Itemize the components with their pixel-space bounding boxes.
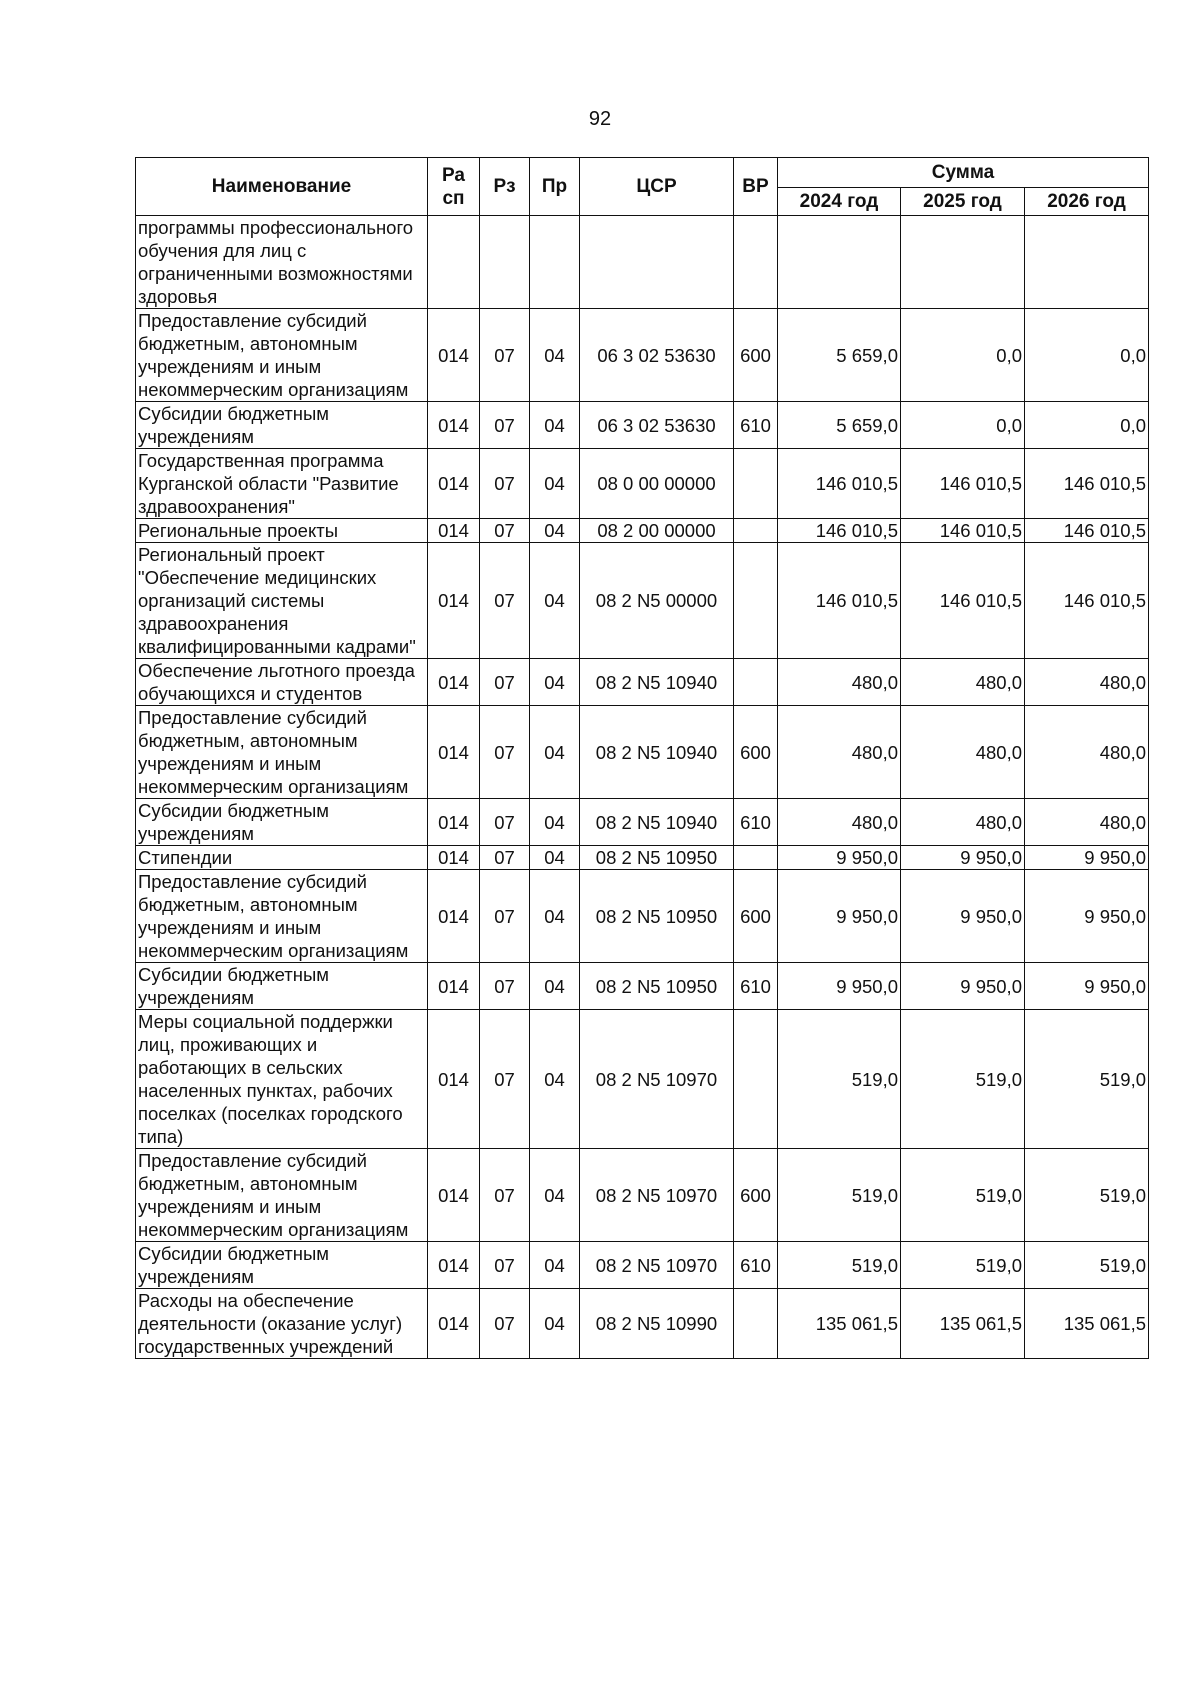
cell-name: Субсидии бюджетным учреждениям: [136, 963, 428, 1010]
cell-pr: 04: [530, 846, 580, 870]
cell-rz: 07: [480, 519, 530, 543]
cell-2024: 9 950,0: [778, 870, 901, 963]
cell-2025: 0,0: [901, 309, 1025, 402]
cell-vr: 600: [734, 870, 778, 963]
cell-csr: 06 3 02 53630: [580, 309, 734, 402]
cell-rz: 07: [480, 1010, 530, 1149]
cell-2026: 146 010,5: [1025, 543, 1149, 659]
cell-2026: 0,0: [1025, 309, 1149, 402]
cell-2026: 146 010,5: [1025, 519, 1149, 543]
cell-2026: 519,0: [1025, 1242, 1149, 1289]
header-name: Наименование: [136, 158, 428, 216]
cell-2025: 480,0: [901, 659, 1025, 706]
cell-rz: 07: [480, 870, 530, 963]
cell-2024: 5 659,0: [778, 309, 901, 402]
cell-name: Субсидии бюджетным учреждениям: [136, 799, 428, 846]
cell-2025: 135 061,5: [901, 1289, 1025, 1359]
table-row: [136, 799, 1149, 846]
cell-name: программы профессионального обучения для лиц с ограниченными возможностями здоровья: [136, 216, 428, 309]
cell-2024: 9 950,0: [778, 846, 901, 870]
table-row: [136, 449, 1149, 519]
cell-2026: 135 061,5: [1025, 1289, 1149, 1359]
header-year-2026: 2026 год: [1025, 188, 1149, 216]
cell-2025: 146 010,5: [901, 543, 1025, 659]
cell-name: Субсидии бюджетным учреждениям: [136, 402, 428, 449]
header-pr: Пр: [530, 158, 580, 216]
cell-name: Субсидии бюджетным учреждениям: [136, 1242, 428, 1289]
cell-rasp: 014: [428, 449, 480, 519]
cell-rz: 07: [480, 1289, 530, 1359]
cell-2026: 0,0: [1025, 402, 1149, 449]
cell-pr: 04: [530, 1289, 580, 1359]
cell-2026: 9 950,0: [1025, 870, 1149, 963]
cell-rz: 07: [480, 1149, 530, 1242]
cell-2024: 519,0: [778, 1010, 901, 1149]
cell-rasp: 014: [428, 1289, 480, 1359]
header-rz: Рз: [480, 158, 530, 216]
cell-2025: 519,0: [901, 1010, 1025, 1149]
cell-vr: [734, 659, 778, 706]
cell-vr: [734, 519, 778, 543]
cell-2024: 480,0: [778, 706, 901, 799]
cell-name: Расходы на обеспечение деятельности (оказание услуг) государственных учреждений: [136, 1289, 428, 1359]
cell-pr: 04: [530, 870, 580, 963]
cell-rasp: 014: [428, 799, 480, 846]
cell-csr: 08 2 N5 10950: [580, 846, 734, 870]
cell-rz: 07: [480, 449, 530, 519]
cell-pr: 04: [530, 963, 580, 1010]
cell-rz: 07: [480, 402, 530, 449]
cell-rz: 07: [480, 963, 530, 1010]
cell-2024: 146 010,5: [778, 543, 901, 659]
cell-rasp: 014: [428, 519, 480, 543]
cell-2024: 9 950,0: [778, 963, 901, 1010]
table-row: [136, 216, 1149, 309]
cell-name: Государственная программа Курганской области "Развитие здравоохранения": [136, 449, 428, 519]
cell-vr: 610: [734, 402, 778, 449]
cell-vr: 600: [734, 309, 778, 402]
cell-rz: 07: [480, 1242, 530, 1289]
table-row: [136, 706, 1149, 799]
table-row: [136, 309, 1149, 402]
table-row: [136, 963, 1149, 1010]
cell-pr: 04: [530, 543, 580, 659]
cell-2026: [1025, 216, 1149, 309]
table-row: [136, 1289, 1149, 1359]
table-row: [136, 402, 1149, 449]
cell-pr: 04: [530, 1010, 580, 1149]
table-body: [136, 216, 1149, 1359]
cell-2024: 146 010,5: [778, 449, 901, 519]
cell-rasp: 014: [428, 1242, 480, 1289]
cell-2026: 9 950,0: [1025, 963, 1149, 1010]
table-row: [136, 1149, 1149, 1242]
header-year-2025: 2025 год: [901, 188, 1025, 216]
cell-rasp: 014: [428, 1149, 480, 1242]
cell-name: Стипендии: [136, 846, 428, 870]
cell-name: Меры социальной поддержки лиц, проживающих и работающих в сельских населенных пунктах, рабочих поселках (поселках городского типа): [136, 1010, 428, 1149]
cell-rasp: 014: [428, 659, 480, 706]
cell-vr: [734, 1289, 778, 1359]
cell-2025: 480,0: [901, 706, 1025, 799]
cell-pr: 04: [530, 799, 580, 846]
cell-pr: 04: [530, 1242, 580, 1289]
cell-rasp: 014: [428, 1010, 480, 1149]
cell-rz: [480, 216, 530, 309]
cell-rz: 07: [480, 706, 530, 799]
cell-name: Предоставление субсидий бюджетным, автономным учреждениям и иным некоммерческим организациям: [136, 706, 428, 799]
cell-rz: 07: [480, 846, 530, 870]
table-row: [136, 543, 1149, 659]
cell-2024: 146 010,5: [778, 519, 901, 543]
cell-csr: 08 2 N5 10950: [580, 870, 734, 963]
cell-vr: 610: [734, 1242, 778, 1289]
cell-2024: 519,0: [778, 1149, 901, 1242]
cell-csr: [580, 216, 734, 309]
cell-rasp: 014: [428, 402, 480, 449]
table-row: [136, 519, 1149, 543]
cell-2024: 5 659,0: [778, 402, 901, 449]
cell-csr: 08 2 00 00000: [580, 519, 734, 543]
cell-csr: 08 2 N5 10950: [580, 963, 734, 1010]
cell-rasp: 014: [428, 543, 480, 659]
table-row: [136, 659, 1149, 706]
cell-vr: [734, 216, 778, 309]
header-rasp: Ра сп: [428, 158, 480, 216]
cell-rasp: 014: [428, 870, 480, 963]
cell-name: Обеспечение льготного проезда обучающихся и студентов: [136, 659, 428, 706]
cell-rz: 07: [480, 659, 530, 706]
cell-name: Предоставление субсидий бюджетным, автономным учреждениям и иным некоммерческим организациям: [136, 309, 428, 402]
cell-vr: 610: [734, 799, 778, 846]
table-row: [136, 870, 1149, 963]
cell-vr: [734, 846, 778, 870]
cell-pr: 04: [530, 706, 580, 799]
cell-2025: 519,0: [901, 1242, 1025, 1289]
cell-2024: 135 061,5: [778, 1289, 901, 1359]
cell-rz: 07: [480, 799, 530, 846]
cell-rasp: 014: [428, 963, 480, 1010]
cell-vr: 610: [734, 963, 778, 1010]
cell-csr: 08 2 N5 10940: [580, 799, 734, 846]
cell-vr: [734, 1010, 778, 1149]
cell-rasp: 014: [428, 309, 480, 402]
cell-rasp: [428, 216, 480, 309]
cell-2026: 146 010,5: [1025, 449, 1149, 519]
cell-2026: 519,0: [1025, 1010, 1149, 1149]
cell-vr: 600: [734, 1149, 778, 1242]
cell-pr: 04: [530, 402, 580, 449]
cell-csr: 08 0 00 00000: [580, 449, 734, 519]
table-row: [136, 1010, 1149, 1149]
cell-csr: 08 2 N5 00000: [580, 543, 734, 659]
cell-vr: [734, 543, 778, 659]
cell-2026: 519,0: [1025, 1149, 1149, 1242]
budget-table: [135, 157, 1149, 1359]
cell-vr: [734, 449, 778, 519]
cell-rz: 07: [480, 309, 530, 402]
table-row: [136, 846, 1149, 870]
cell-rz: 07: [480, 543, 530, 659]
cell-csr: 08 2 N5 10940: [580, 706, 734, 799]
cell-pr: 04: [530, 309, 580, 402]
cell-pr: 04: [530, 449, 580, 519]
cell-2025: 9 950,0: [901, 963, 1025, 1010]
cell-2024: 480,0: [778, 659, 901, 706]
cell-2026: 480,0: [1025, 659, 1149, 706]
cell-2025: 146 010,5: [901, 449, 1025, 519]
page-number: 92: [588, 108, 612, 130]
cell-pr: 04: [530, 1149, 580, 1242]
cell-2025: 9 950,0: [901, 870, 1025, 963]
header-vr: ВР: [734, 158, 778, 216]
cell-csr: 08 2 N5 10970: [580, 1242, 734, 1289]
cell-csr: 08 2 N5 10970: [580, 1010, 734, 1149]
cell-rasp: 014: [428, 846, 480, 870]
cell-2025: 480,0: [901, 799, 1025, 846]
header-year-2024: 2024 год: [778, 188, 901, 216]
cell-2026: 480,0: [1025, 799, 1149, 846]
cell-pr: [530, 216, 580, 309]
cell-2026: 9 950,0: [1025, 846, 1149, 870]
header-csr: ЦСР: [580, 158, 734, 216]
cell-pr: 04: [530, 659, 580, 706]
table-row: [136, 1242, 1149, 1289]
cell-vr: 600: [734, 706, 778, 799]
cell-csr: 08 2 N5 10990: [580, 1289, 734, 1359]
cell-2025: 0,0: [901, 402, 1025, 449]
cell-2025: 9 950,0: [901, 846, 1025, 870]
cell-pr: 04: [530, 519, 580, 543]
cell-name: Предоставление субсидий бюджетным, автономным учреждениям и иным некоммерческим организациям: [136, 870, 428, 963]
cell-csr: 06 3 02 53630: [580, 402, 734, 449]
cell-2024: 519,0: [778, 1242, 901, 1289]
cell-name: Предоставление субсидий бюджетным, автономным учреждениям и иным некоммерческим организациям: [136, 1149, 428, 1242]
header-sum: Сумма: [778, 158, 1149, 188]
cell-csr: 08 2 N5 10970: [580, 1149, 734, 1242]
cell-2024: 480,0: [778, 799, 901, 846]
cell-csr: 08 2 N5 10940: [580, 659, 734, 706]
cell-2025: 519,0: [901, 1149, 1025, 1242]
cell-2024: [778, 216, 901, 309]
cell-name: Региональные проекты: [136, 519, 428, 543]
cell-rasp: 014: [428, 706, 480, 799]
cell-2026: 480,0: [1025, 706, 1149, 799]
cell-name: Региональный проект "Обеспечение медицинских организаций системы здравоохранения квалифицированными кадрами": [136, 543, 428, 659]
cell-2025: [901, 216, 1025, 309]
cell-2025: 146 010,5: [901, 519, 1025, 543]
